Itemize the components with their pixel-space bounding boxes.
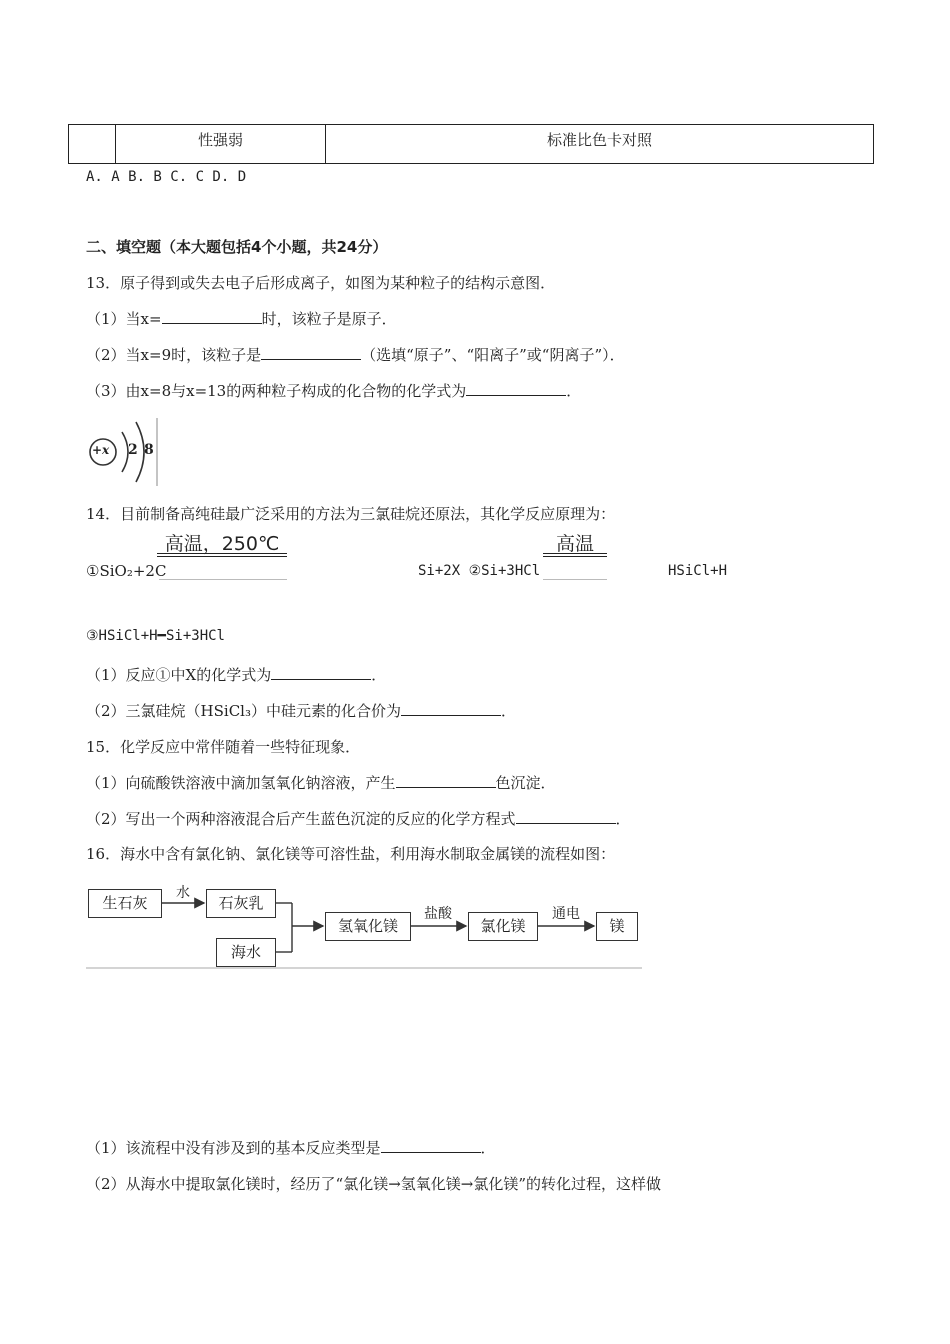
section-title: 二、填空题（本大题包括4个小题，共24分） (86, 238, 388, 256)
answer-blank[interactable] (466, 380, 566, 396)
magnesium-flow-diagram (86, 880, 642, 970)
q15-part1 (86, 772, 556, 793)
q16-stem: 16．海水中含有氯化钠、氯化镁等可溶性盐，利用海水制取金属镁的流程如图： (86, 845, 616, 863)
q15-stem: 15．化学反应中常伴随着一些特征现象． (86, 738, 361, 756)
answer-blank[interactable] (271, 664, 371, 680)
condition-text: 高温 (555, 533, 594, 555)
q13-part3-text-end: ． (566, 382, 582, 400)
flow-box-magnesium-chloride: 氯化镁 (468, 912, 538, 941)
q13-part1 (86, 308, 397, 329)
arrow-label-hydrochloric-acid: 盐酸 (424, 906, 452, 922)
equation-line (159, 579, 287, 580)
answer-blank[interactable] (261, 344, 361, 360)
flow-box-lime-milk: 石灰乳 (206, 889, 276, 918)
condition-bar (543, 556, 607, 557)
q15-part2-text: （2）写出一个两种溶液混合后产生蓝色沉淀的反应的化学方程式 (86, 810, 516, 828)
q13-part2-text: （2）当x=9时，该粒子是 (86, 346, 262, 364)
choice-options: A. A B. B C. C D. D (86, 169, 247, 185)
q14-part1 (86, 664, 386, 685)
q16-part1-text: （1）该流程中没有涉及到的基本反应类型是 (86, 1139, 381, 1157)
q16-part2: （2）从海水中提取氯化镁时，经历了“氯化镁→氢氧化镁→氯化镁”的转化过程，这样做 (86, 1175, 662, 1193)
q14-part2-text: （2）三氯硅烷（HSiCl₃）中硅元素的化合价为 (86, 702, 401, 720)
answer-blank[interactable] (381, 1137, 481, 1153)
answer-table (68, 124, 874, 164)
q13-part2 (86, 344, 625, 365)
q15-part2-text-end: ． (615, 810, 631, 828)
q14-stem: 14．目前制备高纯硅最广泛采用的方法为三氯硅烷还原法，其化学反应原理为： (86, 505, 616, 523)
q15-part1-text-end: 色沉淀． (495, 774, 556, 792)
q14-equation3: ③HSiCl+H━Si+3HCl (86, 628, 225, 644)
q13-part3 (86, 380, 581, 401)
q14-part1-text-end: ． (371, 666, 387, 684)
answer-blank[interactable] (516, 808, 616, 824)
condition-bar (157, 556, 287, 557)
q13-part1-text: （1）当x= (86, 310, 162, 328)
q14-part1-text: （1）反应①中X的化学式为 (86, 666, 272, 684)
q16-part1-text-end: ． (480, 1139, 496, 1157)
q14-equation1-right: Si+2X ②Si+3HCl (418, 563, 541, 579)
nucleus-charge: +x (92, 443, 110, 457)
shell2-electrons: 8 (144, 442, 154, 458)
q16-part1 (86, 1137, 496, 1158)
equation-line (543, 579, 607, 580)
q13-stem: 13．原子得到或失去电子后形成离子，如图为某种粒子的结构示意图． (86, 274, 556, 292)
q14-part2-text-end: ． (501, 702, 517, 720)
table-row (69, 125, 874, 164)
condition-bar (543, 553, 607, 554)
arrow-label-electrolysis: 通电 (552, 906, 580, 922)
reaction-condition-1 (157, 529, 287, 555)
table-cell (69, 125, 116, 164)
flow-box-seawater: 海水 (216, 938, 276, 967)
table-cell: 标准比色卡对照 (326, 125, 874, 164)
shell1-electrons: 2 (128, 442, 138, 458)
answer-blank[interactable] (162, 308, 262, 324)
q13-part3-text: （3）由x=8与x=13的两种粒子构成的化合物的化学式为 (86, 382, 467, 400)
q13-part1-text-end: 时，该粒子是原子． (261, 310, 397, 328)
q14-part2 (86, 700, 516, 721)
table-cell: 性强弱 (116, 125, 326, 164)
flow-box-magnesium-hydroxide: 氢氧化镁 (325, 912, 411, 941)
q13-part2-text-end: （选填“原子”、“阳离子”或“阴离子”）． (361, 346, 625, 364)
arrow-label-water: 水 (176, 885, 190, 901)
q14-equation2-right: HSiCl+H (668, 563, 728, 579)
condition-bar (157, 553, 287, 554)
q15-part1-text: （1）向硫酸铁溶液中滴加氢氧化钠溶液，产生 (86, 774, 396, 792)
flow-box-quicklime: 生石灰 (88, 889, 162, 918)
answer-blank[interactable] (396, 772, 496, 788)
atom-structure-diagram (86, 416, 162, 488)
answer-blank[interactable] (401, 700, 501, 716)
q14-equation1-left: ①SiO₂+2C (86, 562, 167, 580)
flow-box-magnesium: 镁 (596, 912, 638, 941)
q15-part2 (86, 808, 631, 829)
reaction-condition-2 (543, 529, 607, 555)
condition-text: 高温，250℃ (164, 533, 280, 555)
